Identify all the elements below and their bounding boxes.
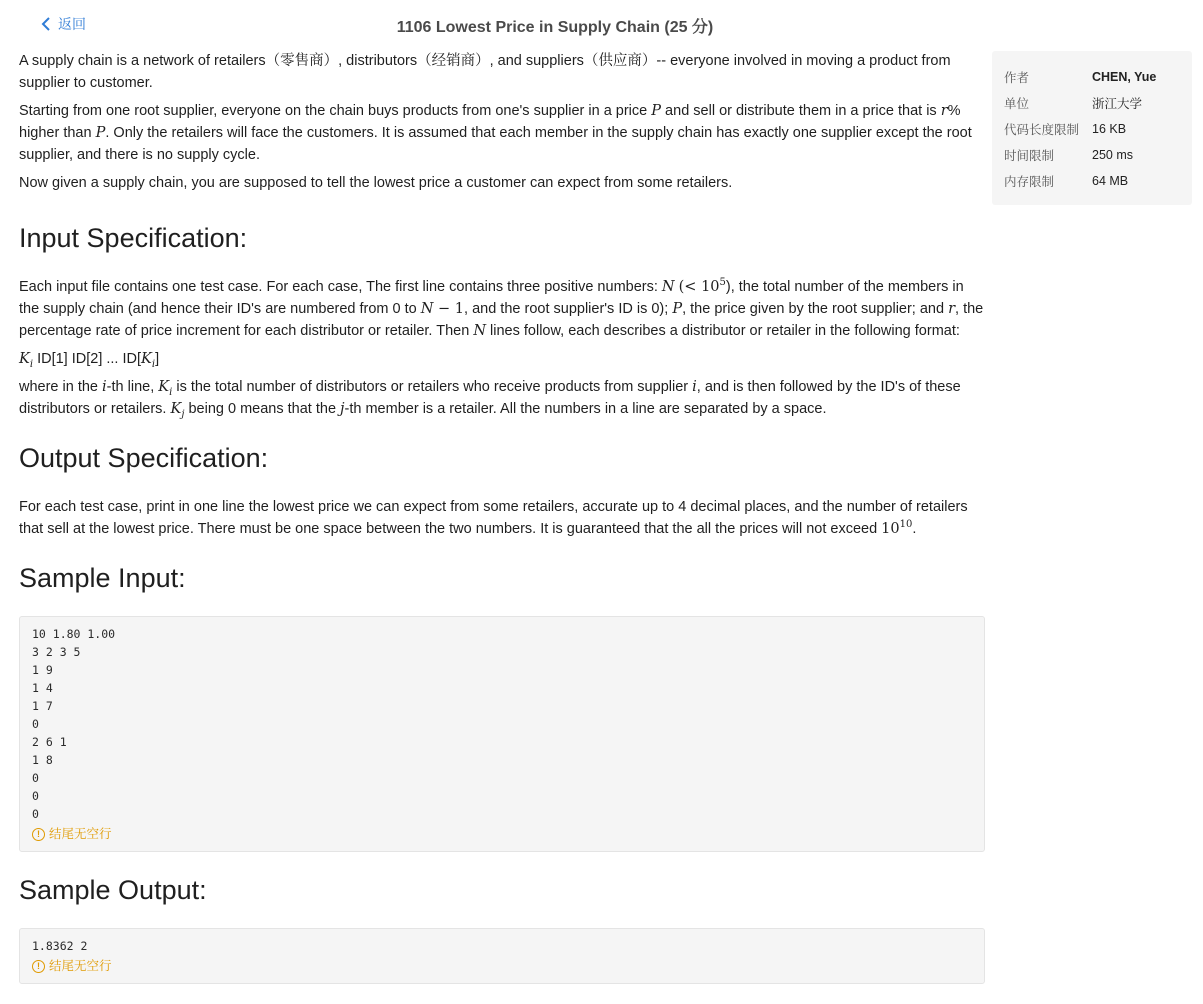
sample-input-note-text: 结尾无空行 <box>49 827 112 841</box>
info-row-organization: 单位 浙江大学 <box>1004 97 1143 111</box>
sample-input-box[interactable] <box>19 616 985 852</box>
sample-output-note <box>32 957 972 975</box>
output-spec-heading: Output Specification: <box>19 443 269 473</box>
warning-icon: ! <box>32 960 45 973</box>
info-row-time-limit: 时间限制 250 ms <box>1004 148 1133 163</box>
output-spec-paragraph: For each test case, print in one line the lowest price we can expect from some retailers, accurate up to 4 decimal places, and the number of retailers that sell at the lowest price. There must be one space between the two numbers. It is guaranteed that the all the prices will not exceed $10^{10}$. <box>19 499 968 537</box>
sample-output-box[interactable] <box>19 928 985 984</box>
intro-paragraph-3: Now given a supply chain, you are supposed to tell the lowest price a customer can expect from some retailers. <box>19 175 733 191</box>
sample-input-note <box>32 825 972 843</box>
problem-info-panel <box>992 51 1192 205</box>
input-spec-paragraph-1: Each input file contains one test case. For each case, The first line contains three positive numbers: N (< $10^5$), the total number of the members in the supply chain (and hence their ID's are numbered from 0 to N − 1, and the root supplier's ID is 0); P, the price given by the root supplier; and r, the percentage rate of price increment for each distributor or retailer. Then N lines follow, each describes a distributor or retailer in the following format: <box>19 277 984 339</box>
input-spec-heading: Input Specification: <box>19 223 248 253</box>
sample-input-heading: Sample Input: <box>19 563 186 593</box>
sample-input-code[interactable]: 10 1.80 1.00 3 2 3 5 1 9 1 4 1 7 0 2 6 1 1 8 0 0 0 <box>32 627 116 821</box>
input-format-line: $K_i$ ID[1] ID[2] ... $ID[K_i]$ <box>19 351 160 370</box>
page-title: 1106 Lowest Price in Supply Chain (25 分) <box>396 19 714 36</box>
warning-icon: ! <box>32 828 45 841</box>
info-row-code-limit: 代码长度限制 16 KB <box>1004 122 1127 137</box>
intro-paragraph-1: A supply chain is a network of retailers（零售商）, distributors（经销商）, and suppliers（供应商）-- everyone involved in moving a product from supplier to customer. <box>19 53 951 91</box>
intro-paragraph-2: Starting from one root supplier, everyone on the chain buys products from one's supplier in a price P and sell or distribute them in a price that is r% higher than P. Only the retailers will face the customers. It is assumed that each member in the supply chain has exactly one supplier except the root supplier, and there is no supply cycle. <box>19 103 972 163</box>
input-spec-paragraph-2: where in the i-th line, $K_i$ is the total number of distributors or retailers who receive products from supplier i, and is then followed by the ID's of these distributors or retailers. $K_j$ being 0 means that the j-th member is a retailer. All the numbers in a line are separated by a space. <box>19 379 961 420</box>
info-row-memory-limit: 内存限制 64 MB <box>1004 174 1129 189</box>
sample-output-heading: Sample Output: <box>19 875 207 905</box>
sample-output-code[interactable]: 1.8362 2 <box>32 939 88 953</box>
top-bar <box>0 0 1203 48</box>
sample-output-note-text: 结尾无空行 <box>49 959 112 973</box>
problem-content <box>19 50 985 984</box>
info-row-author: 作者 CHEN, Yue <box>1004 70 1157 85</box>
back-label: 返回 <box>58 16 86 32</box>
